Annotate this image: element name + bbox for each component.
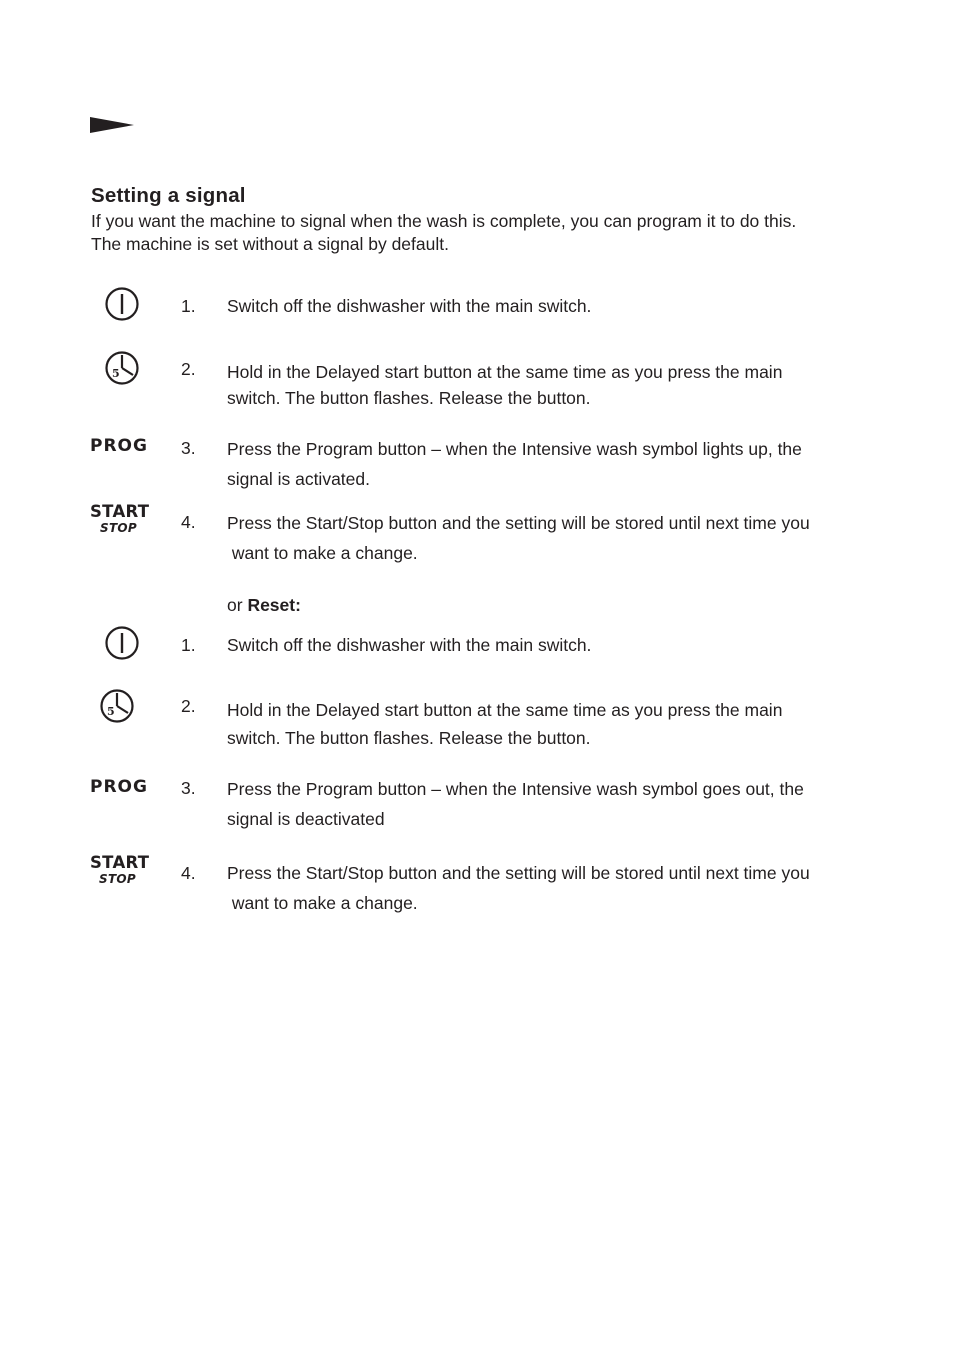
stop-label: STOP xyxy=(99,871,137,886)
step-number: 1. xyxy=(181,635,196,655)
step-text-line: Press the Start/Stop button and the setting will be stored until next time you xyxy=(227,513,810,533)
step-text-line: Press the Program button – when the Intensive wash symbol goes out, the xyxy=(227,779,804,799)
step-number: 2. xyxy=(181,696,196,716)
reset-label: Reset: xyxy=(247,595,301,615)
step-text-line: Switch off the dishwasher with the main switch. xyxy=(227,635,592,655)
step-number: 3. xyxy=(181,438,196,458)
step-number: 2. xyxy=(181,359,196,379)
step-text-line: signal is deactivated xyxy=(227,809,385,829)
step-text xyxy=(227,296,877,317)
intro-text xyxy=(91,210,891,256)
timer-icon xyxy=(99,688,135,724)
step-text-line: want to make a change. xyxy=(227,543,418,563)
start-stop-label xyxy=(90,504,149,534)
step-text xyxy=(227,359,877,411)
reset-heading xyxy=(227,595,301,616)
step-text-line: want to make a change. xyxy=(227,893,418,913)
prog-label: PROG xyxy=(90,436,148,456)
step-text xyxy=(227,696,877,752)
step-text-line: Hold in the Delayed start button at the same time as you press the main xyxy=(227,362,783,382)
step-text-line: Press the Start/Stop button and the setting will be stored until next time you xyxy=(227,863,810,883)
start-label: START xyxy=(90,502,150,521)
timer-icon xyxy=(104,350,140,386)
step-text xyxy=(227,774,877,834)
stop-label: STOP xyxy=(100,520,138,535)
timer-digit: 5 xyxy=(112,367,120,380)
power-icon xyxy=(104,625,140,661)
step-number: 3. xyxy=(181,778,196,798)
intro-line-2: The machine is set without a signal by default. xyxy=(91,234,449,254)
step-text-line: signal is activated. xyxy=(227,469,370,489)
step-number: 4. xyxy=(181,512,196,532)
section-arrow-icon xyxy=(90,117,134,133)
step-text xyxy=(227,858,877,918)
reset-prefix: or xyxy=(227,595,243,615)
step-text-line: Hold in the Delayed start button at the same time as you press the main xyxy=(227,700,783,720)
step-text xyxy=(227,635,877,656)
step-number: 1. xyxy=(181,296,196,316)
step-number: 4. xyxy=(181,863,196,883)
intro-line-1: If you want the machine to signal when the wash is complete, you can program it to do this. xyxy=(91,211,797,231)
step-text-line: Switch off the dishwasher with the main switch. xyxy=(227,296,592,316)
timer-digit: 5 xyxy=(107,705,115,718)
power-icon xyxy=(104,286,140,322)
prog-label: PROG xyxy=(90,777,148,797)
start-stop-label xyxy=(90,855,149,885)
step-text-line: Press the Program button – when the Intensive wash symbol lights up, the xyxy=(227,439,802,459)
section-heading: Setting a signal xyxy=(91,184,246,207)
step-text xyxy=(227,434,877,494)
step-text-line: switch. The button flashes. Release the button. xyxy=(227,728,591,748)
start-label: START xyxy=(90,853,150,872)
step-text-line: switch. The button flashes. Release the button. xyxy=(227,388,591,408)
step-text xyxy=(227,508,877,568)
